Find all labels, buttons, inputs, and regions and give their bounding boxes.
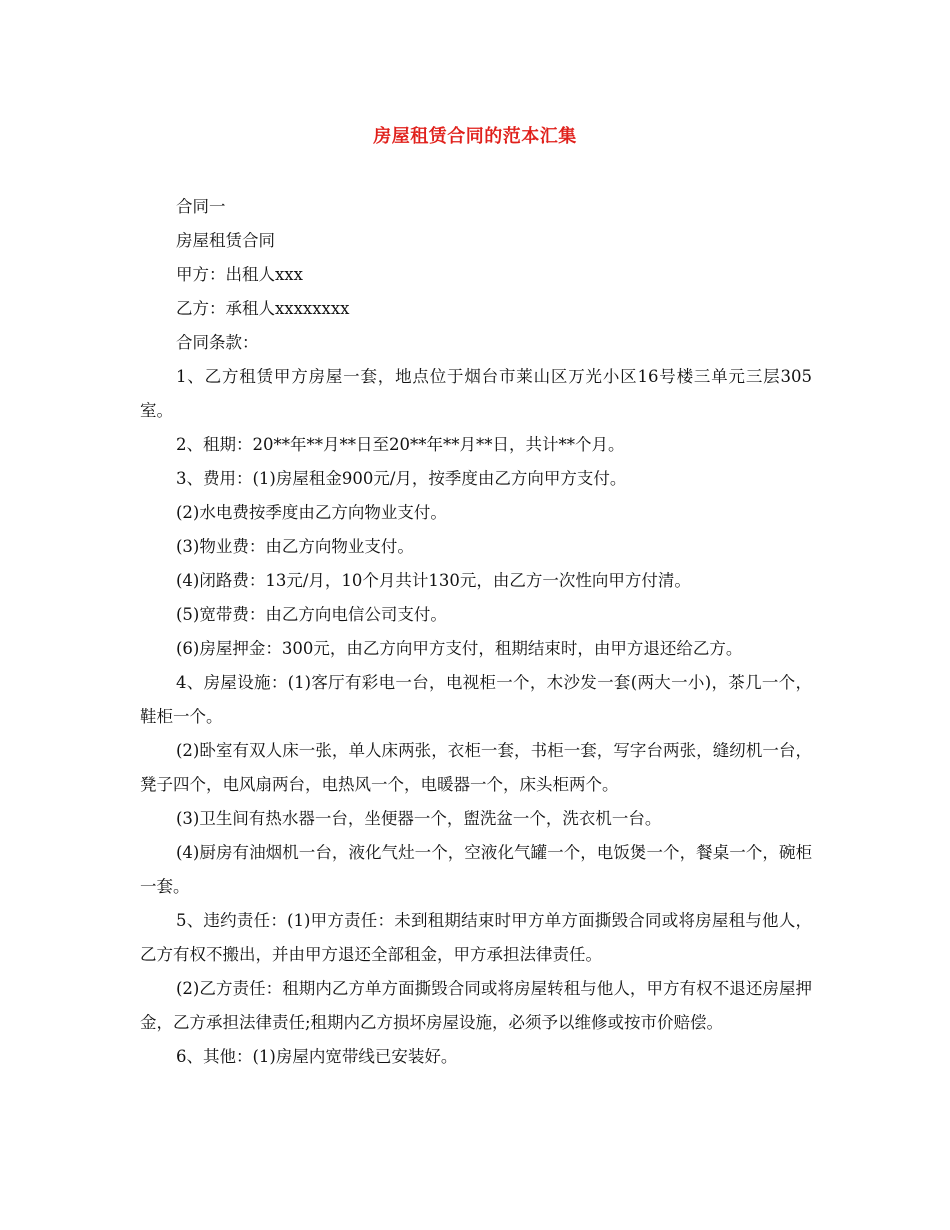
- paragraph-terms-heading: 合同条款：: [176, 333, 259, 352]
- document-title: 房屋租赁合同的范本汇集: [373, 126, 577, 147]
- paragraph-clause-5: 5、违约责任：(1)甲方责任：未到租期结束时甲方单方面撕毁合同或将房屋租与他人，乙方有权不搬出，并由甲方退还全部租金，甲方承担法律责任。: [140, 911, 812, 964]
- paragraph-clause-4-4: (4)厨房有油烟机一台，液化气灶一个，空液化气罐一个，电饭煲一个，餐桌一个，碗柜一套。: [140, 843, 812, 896]
- paragraph-clause-4-2: (2)卧室有双人床一张，单人床两张，衣柜一套，书柜一套，写字台两张，缝纫机一台，凳子四个，电风扇两台，电热风一个，电暖器一个，床头柜两个。: [140, 741, 812, 794]
- paragraph-clause-6: 6、其他：(1)房屋内宽带线已安装好。: [176, 1047, 458, 1066]
- paragraph-clause-4: 4、房屋设施：(1)客厅有彩电一台，电视柜一个，木沙发一套(两大一小)，茶几一个，鞋柜一个。: [140, 673, 812, 726]
- paragraph-clause-3: 3、费用：(1)房屋租金900元/月，按季度由乙方向甲方支付。: [176, 469, 627, 488]
- paragraph-party-a: 甲方：出租人xxx: [176, 265, 303, 284]
- paragraph-clause-5-2: (2)乙方责任：租期内乙方单方面撕毁合同或将房屋转租与他人，甲方有权不退还房屋押金，乙方承担法律责任;租期内乙方损坏房屋设施，必须予以维修或按市价赔偿。: [140, 979, 812, 1032]
- paragraph-clause-3-5: (5)宽带费：由乙方向电信公司支付。: [176, 605, 447, 624]
- paragraph-clause-3-6: (6)房屋押金：300元，由乙方向甲方支付，租期结束时，由甲方退还给乙方。: [176, 639, 743, 658]
- paragraph-clause-2: 2、租期：20**年**月**日至20**年**月**日，共计**个月。: [176, 435, 625, 454]
- paragraph-contract-name: 房屋租赁合同: [176, 231, 275, 250]
- paragraph-clause-4-3: (3)卫生间有热水器一台，坐便器一个，盥洗盆一个，洗衣机一台。: [176, 809, 662, 828]
- paragraph-contract-number: 合同一: [176, 197, 226, 216]
- paragraph-clause-1: 1、乙方租赁甲方房屋一套，地点位于烟台市莱山区万光小区16号楼三单元三层305室。: [140, 367, 812, 420]
- paragraph-clause-3-4: (4)闭路费：13元/月，10个月共计130元，由乙方一次性向甲方付清。: [176, 571, 691, 590]
- document-body: [140, 190, 812, 1074]
- paragraph-clause-3-2: (2)水电费按季度由乙方向物业支付。: [176, 503, 447, 522]
- paragraph-party-b: 乙方：承租人xxxxxxxx: [176, 299, 350, 318]
- paragraph-clause-3-3: (3)物业费：由乙方向物业支付。: [176, 537, 414, 556]
